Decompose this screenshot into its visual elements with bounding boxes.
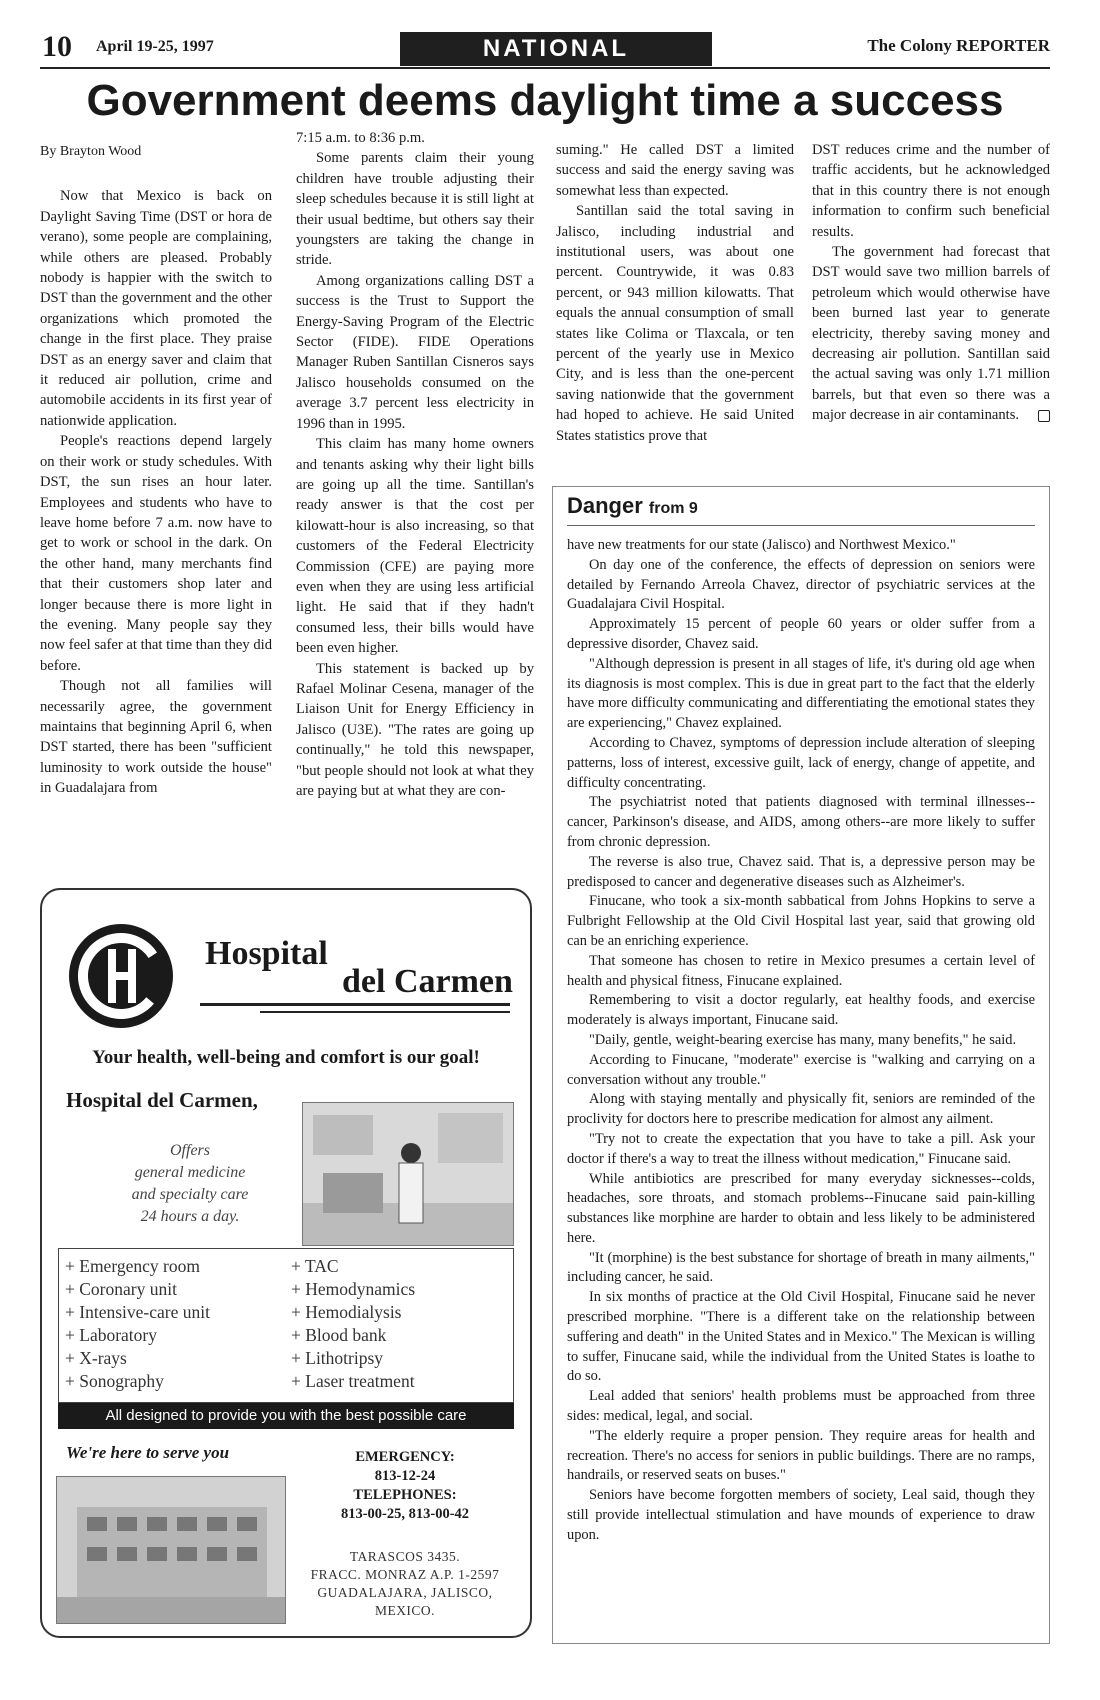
article-column-3 bbox=[556, 140, 794, 446]
service-item: + Intensive-care unit bbox=[65, 1301, 210, 1324]
paragraph: According to Chavez, symptoms of depression include alteration of sleeping patterns, loss of interest, excessive guilt, lack of energy, change of appetite, and difficulty concentrating. bbox=[567, 734, 1035, 791]
paragraph: The reverse is also true, Chavez said. That is, a depressive person may be predisposed to cancer and degenerative diseases such as Alzheimer's. bbox=[567, 853, 1035, 890]
ad-subtitle: Hospital del Carmen, bbox=[66, 1088, 258, 1112]
masthead-rule bbox=[40, 67, 1050, 69]
paragraph: Leal added that seniors' health problems must be approached from three sides: medical, legal, and social. bbox=[567, 1388, 1035, 1425]
article-column-2 bbox=[296, 128, 534, 801]
ad-tagline: Your health, well-being and comfort is our goal! bbox=[92, 1047, 480, 1068]
telephones-numbers: 813-00-25, 813-00-42 bbox=[340, 1506, 470, 1522]
article-column-4 bbox=[812, 140, 1050, 426]
paragraph: While antibiotics are prescribed for many everyday sicknesses--colds, headaches, sore throats, and stomach problems--Finucane said pain-killing substances like morphine are harder to obtain and less likely to be administered here. bbox=[567, 1170, 1035, 1246]
hospital-logo-icon bbox=[66, 921, 176, 1031]
service-item: + Hemodialysis bbox=[291, 1301, 415, 1324]
logo-rule bbox=[200, 1003, 510, 1006]
headline: Government deems daylight time a success bbox=[86, 76, 1004, 125]
paper-name: The Colony REPORTER bbox=[867, 36, 1050, 55]
article-column-1 bbox=[40, 142, 272, 799]
ad-banner: All designed to provide you with the best possible care bbox=[58, 1403, 514, 1429]
services-box bbox=[58, 1248, 514, 1403]
address-line: GUADALAJARA, JALISCO, bbox=[317, 1585, 493, 1600]
offers-line: Offers bbox=[170, 1142, 210, 1159]
paragraph: According to Finucane, "moderate" exercise is "walking and carrying on a conversation without any trouble." bbox=[567, 1051, 1035, 1088]
telephones-label: TELEPHONES: bbox=[353, 1487, 457, 1503]
paragraph: suming." He called DST a limited success and said the energy saving was somewhat less than expected. bbox=[556, 142, 794, 199]
paragraph: Santillan said the total saving in Jalisco, including industrial and institutional users, was about one percent. Countrywide, it was 0.83 percent, or 943 million kilowatts. That equals the annual consumption of small states like Colima or Tlaxcala, or ten percent of the yearly use in Mexico City, and is less than the one-percent saving nationwide that the government had hoped to achieve. He said United States statistics prove that bbox=[556, 203, 794, 444]
paragraph: have new treatments for our state (Jalisco) and Northwest Mexico." bbox=[567, 537, 956, 553]
offers-line: general medicine bbox=[134, 1164, 246, 1181]
service-item: + Blood bank bbox=[291, 1324, 415, 1347]
paragraph: Among organizations calling DST a success is the Trust to Support the Energy-Saving Program of the Electric Sector (FIDE). FIDE Operations Manager Ruben Santillan Cisneros says Jalisco households consumed on the average 3.7 percent less electricity in 1996 than in 1995. bbox=[296, 272, 534, 432]
ad-contact bbox=[290, 1448, 520, 1524]
paragraph: This claim has many home owners and tenants asking why their light bills are going up all the time. Santillan's ready answer is that the cost per kilowatt-hour is also increasing, so that customers of the Federal Electricity Commission (CFE) are paying more even when they are using less artificial light. He said that if they hadn't consumed less, their bills would have been even higher. bbox=[296, 436, 534, 657]
offers-line: and specialty care bbox=[131, 1186, 249, 1203]
service-item: + Coronary unit bbox=[65, 1278, 210, 1301]
paragraph: "It (morphine) is the best substance for shortage of breath in many ailments," including cancer, he said. bbox=[567, 1249, 1035, 1286]
paragraph: That someone has chosen to retire in Mexico presumes a certain level of health and physical fitness, Finucane explained. bbox=[567, 952, 1035, 989]
hospital-building-photo bbox=[56, 1476, 286, 1624]
page-number: 10 bbox=[42, 30, 72, 63]
offers-line: 24 hours a day. bbox=[140, 1208, 240, 1225]
paragraph: In six months of practice at the Old Civil Hospital, Finucane said he never prescribed morphine. "There is a different take on the relationship between suffering and death" in the United States and in Mexico." The Mexican is willing to suffer, Finucane said, while the individual from the United States is loathe to do so. bbox=[567, 1289, 1035, 1385]
paragraph: 7:15 a.m. to 8:36 p.m. bbox=[296, 130, 425, 146]
danger-continuation-box bbox=[552, 486, 1050, 1644]
paragraph: Along with staying mentally and physically fit, seniors are reminded of the proclivity for doctors here to prescribe medication for almost any ailment. bbox=[567, 1091, 1035, 1128]
services-list-left bbox=[65, 1255, 210, 1393]
section-banner: NATIONAL bbox=[400, 32, 712, 66]
paragraph: Though not all families will necessarily agree, the government maintains that beginning April 6, when DST started, there has been "sufficient luminosity to work outside the house" in Guadalajara from bbox=[40, 678, 272, 797]
end-mark-icon bbox=[1038, 410, 1050, 422]
paragraph bbox=[812, 242, 1050, 426]
service-item: + Lithotripsy bbox=[291, 1347, 415, 1370]
paragraph: Finucane, who took a six-month sabbatical from Johns Hopkins to serve a Fulbright Fellowship at the Old Civil Hospital last year, said that growing old can be an enriching experience. bbox=[567, 893, 1035, 949]
paragraph: "Although depression is present in all stages of life, it's during old age when its diagnosis is most complex. This is due in great part to the fact that the elderly have more difficulty communicating and differentiating the emotional states they are experiencing," Chavez explained. bbox=[567, 655, 1035, 732]
ad-name-line-1: Hospital bbox=[205, 935, 328, 972]
ad-name-line-2: del Carmen bbox=[342, 963, 513, 1000]
issue-date: April 19-25, 1997 bbox=[96, 38, 214, 55]
service-item: + Hemodynamics bbox=[291, 1278, 415, 1301]
ad-serve-line: We're here to serve you bbox=[66, 1443, 230, 1462]
paragraph: People's reactions depend largely on their work or study schedules. With DST, the sun rises an hour later. Employees and students who have to leave home before 7 a.m. now have to get to work or school in the dark. On the other hand, many merchants find that their customers shop later and longer because there is more light in the evening. Many people say they now feel safer at that time than they did before. bbox=[40, 433, 272, 674]
address-line: TARASCOS 3435. bbox=[349, 1549, 461, 1564]
service-item: + TAC bbox=[291, 1255, 415, 1278]
paragraph: "The elderly require a proper pension. They require areas for health and recreation. There's no access for seniors in public buildings. There are no ramps, handrails, or reserved seats on buses." bbox=[567, 1427, 1035, 1484]
byline: By Brayton Wood bbox=[40, 144, 142, 159]
service-item: + X-rays bbox=[65, 1347, 210, 1370]
paragraph: The psychiatrist noted that patients diagnosed with terminal illnesses--cancer, Parkinson's disease, and AIDS, among others--are more likely to suffer from chronic depression. bbox=[567, 794, 1035, 850]
paragraph-text: The government had forecast that DST would save two million barrels of petroleum which would otherwise have been burned last year to generate electricity, thereby saving money and decreasing air pollution. Santillan said the actual saving was only 1.71 million barrels, but that even so there was a major decrease in air contaminants. bbox=[812, 244, 1050, 424]
ad-offers bbox=[80, 1140, 300, 1228]
hospital-room-photo bbox=[302, 1102, 514, 1246]
emergency-label: EMERGENCY: bbox=[355, 1449, 455, 1465]
ad-address bbox=[290, 1548, 520, 1620]
logo-rule bbox=[260, 1011, 510, 1013]
paragraph: "Daily, gentle, weight-bearing exercise has many, many benefits," he said. bbox=[589, 1031, 1017, 1048]
paragraph: "Try not to create the expectation that you have to take a pill. Ask your doctor if there's a way to treat the illness without medication," Finucane said. bbox=[567, 1130, 1035, 1167]
danger-continued-from: from 9 bbox=[648, 500, 698, 517]
paragraph: Remembering to visit a doctor regularly, eat healthy foods, and exercise moderately is always important, Finucane said. bbox=[567, 992, 1035, 1029]
paragraph: On day one of the conference, the effects of depression on seniors were detailed by Fernando Arreola Chavez, director of psychiatric services at the Guadalajara Civil Hospital. bbox=[567, 556, 1035, 613]
emergency-number: 813-12-24 bbox=[374, 1468, 436, 1484]
service-item: + Sonography bbox=[65, 1370, 210, 1393]
address-line: MEXICO. bbox=[374, 1603, 436, 1618]
service-item: + Laboratory bbox=[65, 1324, 210, 1347]
paragraph: Approximately 15 percent of people 60 years or older suffer from a depressive disorder, Chavez said. bbox=[567, 616, 1035, 652]
danger-body bbox=[567, 536, 1035, 1546]
services-list-right bbox=[291, 1255, 415, 1393]
paragraph: DST reduces crime and the number of traffic accidents, but he acknowledged that in this country there is not enough information to confirm such beneficial results. bbox=[812, 142, 1050, 240]
danger-heading bbox=[567, 493, 1035, 526]
address-line: FRACC. MONRAZ A.P. 1-2597 bbox=[310, 1567, 500, 1582]
paragraph: Seniors have become forgotten members of society, Leal said, though they still provide intellectual stimulation and have mounds of experience to draw upon. bbox=[567, 1487, 1035, 1543]
paragraph: This statement is backed up by Rafael Molinar Cesena, manager of the Liaison Unit for Energy Efficiency in Jalisco (U3E). "The rates are going up continually," he told this newspaper, "but people should not look at what they are paying but at what they are con- bbox=[296, 660, 534, 799]
paragraph: Now that Mexico is back on Daylight Saving Time (DST or hora de verano), some people are complaining, while others are pleased. Probably nobody is happier with the switch to DST than the government and the other organizations which promoted the change in the first place. They praise DST as an energy saver and claim that it reduced air pollution, crime and automobile accidents in its first year of nationwide application. bbox=[40, 188, 272, 429]
service-item: + Emergency room bbox=[65, 1255, 210, 1278]
danger-title: Danger bbox=[567, 493, 643, 518]
service-item: + Laser treatment bbox=[291, 1370, 415, 1393]
paragraph: Some parents claim their young children have trouble adjusting their sleep schedules because it is still light at their usual bedtime, but others say their youngsters are taking the change in stride. bbox=[296, 150, 534, 269]
